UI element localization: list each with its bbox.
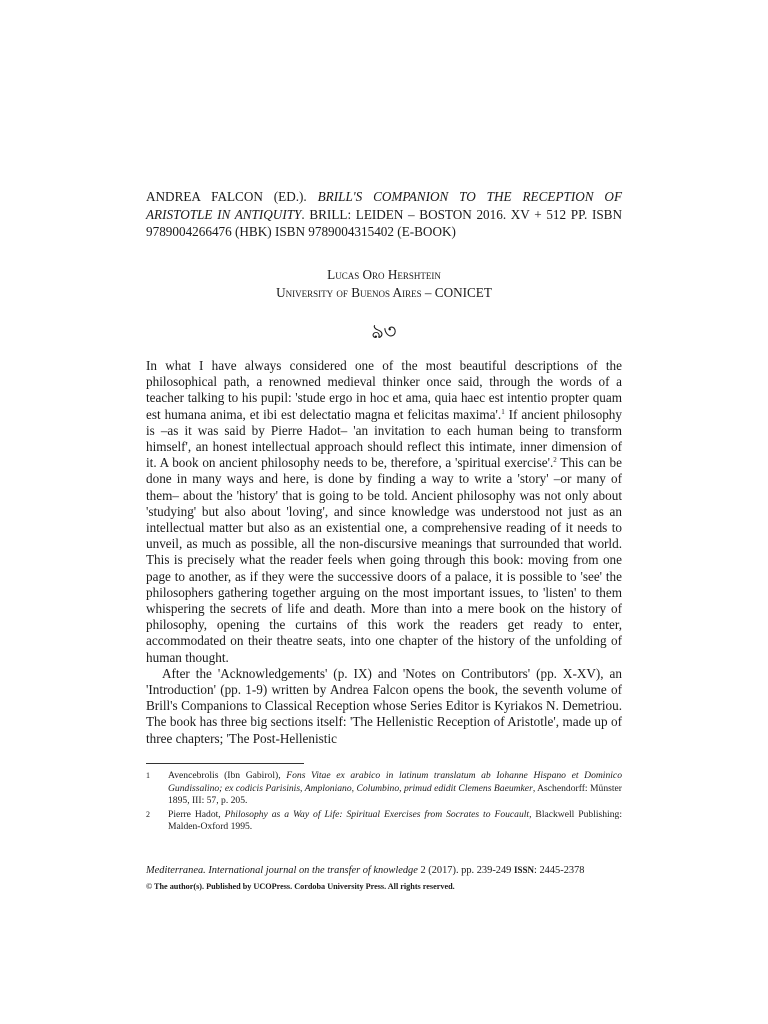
ornament-icon: ঌ৩ [371, 321, 397, 343]
author-affiliation: University of Buenos Aires – CONICET [276, 284, 492, 300]
journal-volume-pages: 2 (2017). pp. 239-249 [417, 865, 514, 876]
footnote-2 [146, 809, 622, 834]
reviewed-book-citation [146, 188, 622, 241]
footnote-number: 2 [146, 809, 150, 819]
book-title: BRILL'S COMPANION TO THE RECEPTION OF ARISTOTLE IN ANTIQUITY [146, 189, 623, 222]
footnote-ref-1[interactable]: 1 [501, 407, 505, 416]
footnote-text: Avencebrolis (Ibn Gabirol), Fons Vitae ex arabico in latinum translatum ab Iohanne Hispano et Dominico Gundissalino; ex codicis Parisinis, Amploniano, Columbino, primud edidit Clemens Baeumker, Aschendorff: Münster 1895, III: 57, p. 205. [168, 770, 622, 807]
book-publication-details: . BRILL: LEIDEN – BOSTON 2016. XV + 512 PP. ISBN 9789004266476 (HBK) ISBN 9789004315402 (E-BOOK) [146, 206, 622, 239]
paragraph-2: After the 'Acknowledgements' (p. IX) and 'Notes on Contributors' (pp. X-XV), an 'Introduction' (pp. 1-9) written by Andrea Falcon opens the book, the seventh volume of Brill's Companions to Classical Reception whose Series Editor is Kyriakos N. Demetriou. The book has three big sections itself: 'The Hellenistic Reception of Aristotle', made up of three chapters; 'The Post-Hellenistic [146, 665, 622, 746]
issn-label: ISSN [513, 865, 534, 875]
paragraph-1-text-c: This can be done in many ways and here, is done by finding a way to write a 'story' –or many of them– about the 'history' that is going to be told. Ancient philosophy was not only about 'studying' but also about 'loving', and since knowledge was understood not just as an intellectual matter but also as an existential one, a comprehensive reading of it needs to unveil, as much as possible, all the non-discursive meanings that surrounded that world. This is precisely what the reader feels when going through this book: moving from one page to another, as if they were the successive doors of a palace, it is possible to 'see' the philosophers gathering together arguing on the most important issues, to 'listen' to them whispering the secrets of life and death. More than into a mere book on the history of philosophy, opening the curtains of this work the readers get ready to enter, accommodated on their theatre seats, into one chapter of the history of the unfolding of human thought. [146, 455, 622, 665]
journal-name: Mediterranea. International journal on the transfer of knowledge [146, 865, 418, 876]
paragraph-1 [146, 358, 622, 666]
copyright-notice: © The author(s). Published by UCOPress. Cordoba University Press. All rights reserved. [146, 882, 455, 891]
review-author-block [146, 266, 622, 301]
paragraph-1-text-b: If ancient philosophy is –as it was said by Pierre Hadot– 'an invitation to each human being to transform himself', an honest intellectual approach should reflect this intimate, inner dimension of it. A book on ancient philosophy needs to be, therefore, a 'spiritual exercise'. [146, 406, 622, 471]
footnotes [146, 770, 622, 835]
review-body [146, 358, 622, 747]
footnote-1 [146, 770, 622, 808]
footnote-number: 1 [146, 771, 150, 780]
paragraph-1-text-a: In what I have always considered one of the most beautiful descriptions of the philosophical path, a renowned medieval thinker once said, through the words of a teacher talking to his pupil: 'stude ergo in hoc et ama, quia haec est intentio propter quam est humana anima, et ibi est delectatio magna et felicitas maxima'. [146, 358, 622, 422]
book-editor: ANDREA FALCON (ED.). [146, 189, 318, 204]
footnote-ref-2[interactable]: 2 [553, 456, 557, 465]
author-name: Lucas Oro Hershtein [327, 267, 441, 282]
issn-value: : 2445-2378 [533, 865, 585, 876]
journal-citation [146, 864, 622, 877]
footnote-text: Pierre Hadot, Philosophy as a Way of Life: Spiritual Exercises from Socrates to Foucault, Blackwell Publishing: Malden-Oxford 1995. [168, 808, 622, 833]
footnote-divider [146, 763, 304, 764]
